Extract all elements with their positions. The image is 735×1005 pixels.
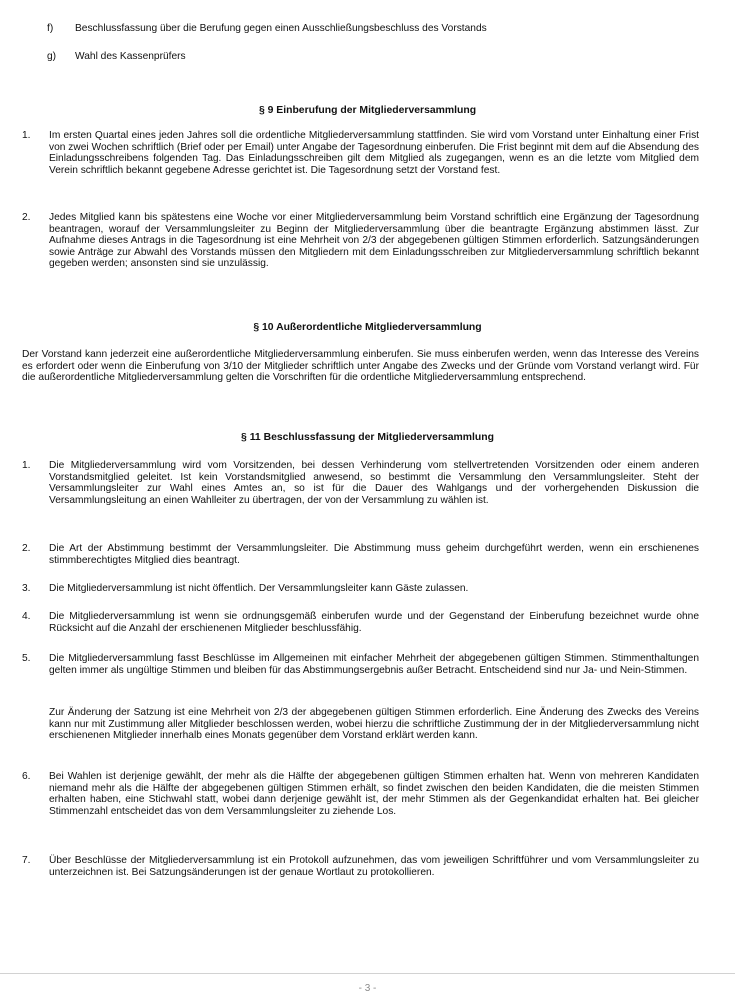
list-marker: 5. (22, 653, 31, 664)
list-marker: 6. (22, 771, 31, 782)
list-marker: 1. (22, 130, 31, 141)
list-item-text: Wahl des Kassenprüfers (75, 51, 186, 62)
list-marker: 7. (22, 855, 31, 866)
list-item-text: Im ersten Quartal eines jeden Jahres soll die ordentliche Mitgliederversammlung stattfinden. Sie wird vom Vorstand unter Einhaltung einer Frist von zwei Wochen schriftlich (Brief oder per Email) unter Angabe der Tagesordnung einberufen. Die Frist beginnt mit dem auf die Absendung des Einladungsschreibens folgenden Tag. Das Einladungsschreiben gilt dem Mitglied als zugegangen, wenn es an die letzte vom Mitglied dem Verein schriftlich bekannt gegebene Adresse gerichtet ist. Die Tagesordnung setzt der Vorstand fest. (49, 130, 699, 176)
list-marker: 4. (22, 611, 31, 622)
page-number: - 3 - (358, 983, 377, 994)
list-item-text: Bei Wahlen ist derjenige gewählt, der mehr als die Hälfte der abgegebenen gültigen Stimmen erhalten hat. Wenn von mehreren Kandidaten niemand mehr als die Hälfte der abgegebenen gültigen Stimmen erhält, so findet zwischen den beiden Kandidaten, die die meisten Stimmen erhalten haben, eine Stichwahl statt, wobei dann derjenige gewählt ist, der mehr Stimmen als der Gegenkandidat erhalten hat. Bei gleicher Stimmenzahl entscheidet das von dem Versammlungsleiter zu ziehende Los. (49, 771, 699, 817)
section-heading: § 10 Außerordentliche Mitgliederversammlung (253, 322, 482, 333)
list-item-text: Die Mitgliederversammlung ist wenn sie ordnungsgemäß einberufen wurde und der Gegenstand der Einberufung bezeichnet wurde ohne Rücksicht auf die Anzahl der erschienenen Mitglieder beschlussfähig. (49, 611, 699, 634)
section-heading: § 11 Beschlussfassung der Mitgliederversammlung (241, 432, 494, 443)
page-divider (0, 973, 735, 974)
list-item-text-continued: Zur Änderung der Satzung ist eine Mehrheit von 2/3 der abgegebenen gültigen Stimmen erforderlich. Eine Änderung des Zwecks des Vereins kann nur mit Zustimmung aller Mitglieder beschlossen werden, wobei hierzu die schriftliche Zustimmung der in der Mitgliederversammlung nicht erschienenen Mitglieder innerhalb eines Monats gegenüber dem Vorstand erklärt werden kann. (49, 707, 699, 742)
list-item-text: Die Mitgliederversammlung fasst Beschlüsse im Allgemeinen mit einfacher Mehrheit der abgegebenen gültigen Stimmen. Stimmenthaltungen gelten immer als ungültige Stimmen und bleiben für das Abstimmungsergebnis außer Betracht. Entscheidend sind nur Ja- und Nein-Stimmen. (49, 653, 699, 676)
list-item-text: Jedes Mitglied kann bis spätestens eine Woche vor einer Mitgliederversammlung beim Vorstand schriftlich eine Ergänzung der Tagesordnung beantragen, worauf der Versammlungsleiter zu Beginn der Mitgliederversammlung über die beantragte Ergänzung abstimmen lässt. Zur Aufnahme dieses Antrags in die Tagesordnung ist eine Mehrheit von 2/3 der abgegebenen gültigen Stimmen erforderlich. Satzungsänderungen sowie Anträge zur Abwahl des Vorstands müssen den Mitgliedern mit dem Einladungsschreiben zur Mitgliederversammlung schriftlich bekannt gegeben werden; ansonsten sind sie unzulässig. (49, 212, 699, 270)
list-marker: 2. (22, 543, 31, 554)
list-item-text: Beschlussfassung über die Berufung gegen einen Ausschließungsbeschluss des Vorstands (75, 23, 487, 34)
list-marker: g) (47, 51, 57, 62)
list-marker: 2. (22, 212, 31, 223)
list-item-text: Die Mitgliederversammlung wird vom Vorsitzenden, bei dessen Verhinderung vom stellvertretenden Vorsitzenden oder einem anderen Vorstandsmitglied geleitet. Ist kein Vorstandsmitglied anwesend, so bestimmt die Versammlung den Versammlungsleiter. Steht der Versammlungsleiter zur Wahl eines Amtes an, so ist für die Dauer des Wahlgangs und der vorhergehenden Diskussion die Versammlungsleitung an einen Wahlleiter zu übertragen, der von der Versammlung zu wählen ist. (49, 460, 699, 506)
section-heading: § 9 Einberufung der Mitgliederversammlung (258, 105, 477, 116)
list-marker: f) (47, 23, 54, 34)
section-paragraph: Der Vorstand kann jederzeit eine außerordentliche Mitgliederversammlung einberufen. Sie muss einberufen werden, wenn das Interesse des Vereins es erfordert oder wenn die Einberufung von 3/10 der Mitglieder schriftlich unter Angabe des Zwecks und der Gründe vom Vorstand verlangt wird. Für die außerordentliche Mitgliederversammlung gelten die Vorschriften für die ordentliche Mitgliederversammlung entsprechend. (22, 349, 699, 384)
list-item-text: Die Art der Abstimmung bestimmt der Versammlungsleiter. Die Abstimmung muss geheim durchgeführt werden, wenn ein erschienenes stimmberechtigtes Mitglied dies beantragt. (49, 543, 699, 566)
list-marker: 3. (22, 583, 31, 594)
list-marker: 1. (22, 460, 31, 471)
list-item-text: Die Mitgliederversammlung ist nicht öffentlich. Der Versammlungsleiter kann Gäste zulassen. (49, 583, 469, 594)
list-item-text: Über Beschlüsse der Mitgliederversammlung ist ein Protokoll aufzunehmen, das vom jeweiligen Schriftführer und vom Versammlungsleiter zu unterzeichnen ist. Bei Satzungsänderungen ist der genaue Wortlaut zu protokollieren. (49, 855, 699, 878)
